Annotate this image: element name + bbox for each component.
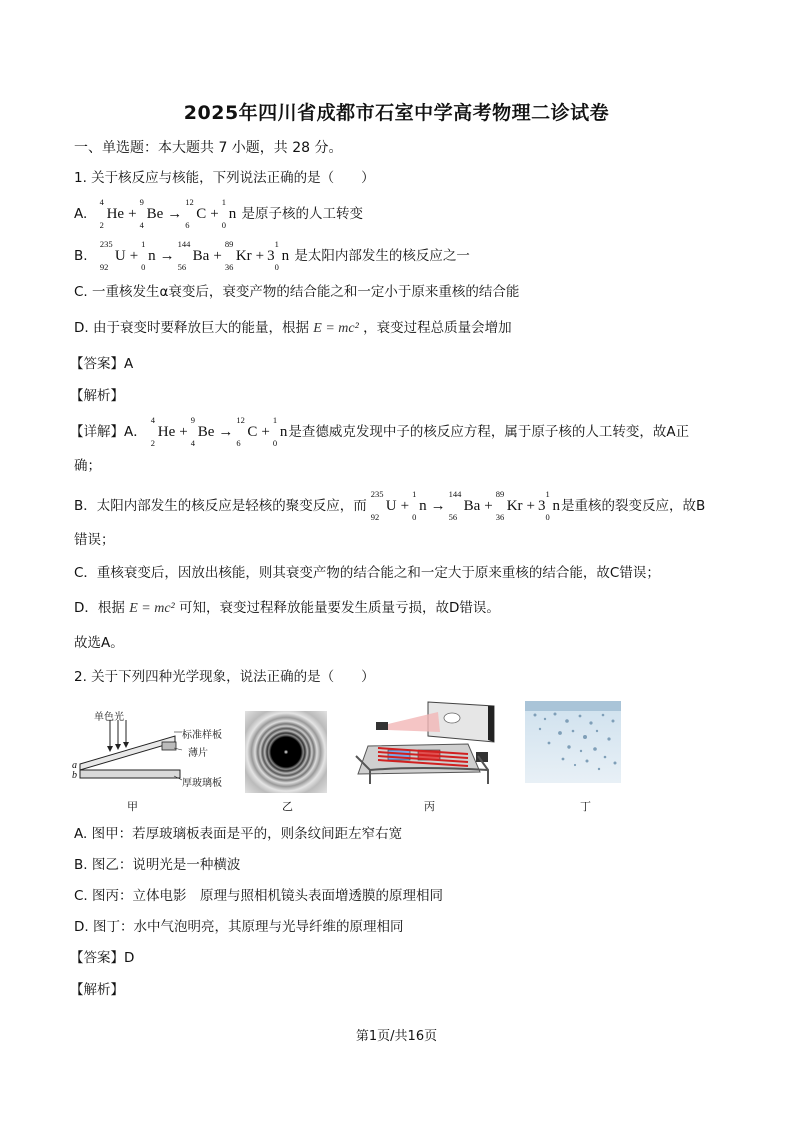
page-title: 2025年四川省成都市石室中学高考物理二诊试卷 bbox=[183, 102, 610, 124]
caption-jia: 甲 bbox=[127, 800, 138, 813]
label-mono-light: 单色光 bbox=[94, 712, 124, 723]
q1-detail-a-equation: 4 2 He + 9 4 Be → 12 6 C + 1 0 n bbox=[150, 415, 288, 448]
figure-yi bbox=[245, 711, 327, 793]
section-heading: 一、单选题：本大题共 7 小题，共 28 分。 bbox=[74, 140, 343, 156]
label-b: b bbox=[72, 770, 77, 781]
q2-answer: 【答案】D bbox=[70, 950, 135, 966]
q1-option-c: C. 一重核发生α衰变后，衰变产物的结合能之和一定小于原来重核的结合能 bbox=[74, 284, 520, 300]
q1-detail-d: D．根据 E = mc² 可知，衰变过程释放能量要发生质量亏损，故D错误。 bbox=[74, 600, 500, 616]
q1-option-a bbox=[74, 197, 364, 230]
q1-option-d: D. 由于衰变时要释放巨大的能量，根据 E = mc² ，衰变过程总质量会增加 bbox=[74, 320, 512, 336]
caption-yi: 乙 bbox=[282, 800, 293, 813]
q2-analysis-label: 【解析】 bbox=[70, 982, 124, 998]
figure-ding bbox=[525, 701, 621, 783]
q2-option-c: C. 图丙：立体电影 原理与照相机镜头表面增透膜的原理相同 bbox=[74, 888, 444, 904]
water-bubbles-image bbox=[525, 701, 621, 783]
diffraction-rings-image bbox=[245, 711, 327, 793]
q2-option-b: B. 图乙：说明光是一种横波 bbox=[74, 857, 241, 873]
caption-bing: 丙 bbox=[424, 800, 435, 813]
q1-option-b bbox=[74, 239, 470, 272]
label-thick-glass: 厚玻璃板 bbox=[182, 778, 222, 789]
q1-option-a-prefix: A. bbox=[74, 206, 88, 222]
q1-detail-b: B．太阳内部发生的核反应是轻核的聚变反应，而 235 92 U + 1 0 n → 144 56 Ba + 89 36 Kr + 3 1 0 n是重核的裂变反应，故B bbox=[74, 489, 706, 522]
label-thin-sheet: 薄片 bbox=[188, 748, 208, 759]
q1-option-d-formula: E = mc² bbox=[313, 321, 359, 336]
figure-jia bbox=[70, 706, 230, 796]
q1-answer: 【答案】A bbox=[70, 356, 134, 372]
q1-conclusion: 故选A。 bbox=[74, 635, 124, 651]
q1-detail-d-formula: E = mc² bbox=[129, 601, 175, 616]
q1-detail-a-cont: 确； bbox=[74, 458, 101, 474]
q2-option-a: A. 图甲：若厚玻璃板表面是平的，则条纹间距左窄右宽 bbox=[74, 826, 403, 842]
label-a: a bbox=[72, 760, 77, 771]
q1-stem: 1. 关于核反应与核能，下列说法正确的是（ ） bbox=[74, 170, 375, 186]
q1-option-a-text: 是原子核的人工转变 bbox=[241, 206, 364, 222]
stereo-projection-image bbox=[348, 696, 508, 791]
q1-option-a-equation: 4 2 He + 9 4 Be → 12 6 C + 1 0 n bbox=[99, 197, 237, 230]
figure-bing bbox=[348, 696, 508, 791]
q2-option-d: D. 图丁：水中气泡明亮，其原理与光导纤维的原理相同 bbox=[74, 919, 404, 935]
q1-detail-b-cont: 错误； bbox=[74, 532, 115, 548]
q2-stem: 2. 关于下列四种光学现象，说法正确的是（ ） bbox=[74, 669, 375, 685]
q1-analysis-label: 【解析】 bbox=[70, 388, 124, 404]
label-standard-plate: 标准样板 bbox=[182, 730, 222, 741]
q1-detail-a: 【详解】A． 4 2 He + 9 4 Be → 12 6 C + 1 0 n是查德威克发现中子的核反应方程，属于原子核的人工转变，故A正 bbox=[70, 415, 690, 448]
caption-ding: 丁 bbox=[580, 800, 591, 813]
q1-option-b-text: 是太阳内部发生的核反应之一 bbox=[294, 248, 470, 264]
q1-option-b-prefix: B. bbox=[74, 248, 88, 264]
q1-detail-c: C．重核衰变后，因放出核能，则其衰变产物的结合能之和一定大于原来重核的结合能，故C错误； bbox=[74, 565, 660, 581]
q1-detail-b-equation: 235 92 U + 1 0 n → 144 56 Ba + 89 36 Kr + 3 1 0 n bbox=[370, 489, 561, 522]
q1-option-b-equation: 235 92 U + 1 0 n → 144 56 Ba + 89 36 Kr + 3 1 0 n bbox=[99, 239, 290, 272]
page-footer: 第1页/共16页 bbox=[355, 1029, 438, 1044]
